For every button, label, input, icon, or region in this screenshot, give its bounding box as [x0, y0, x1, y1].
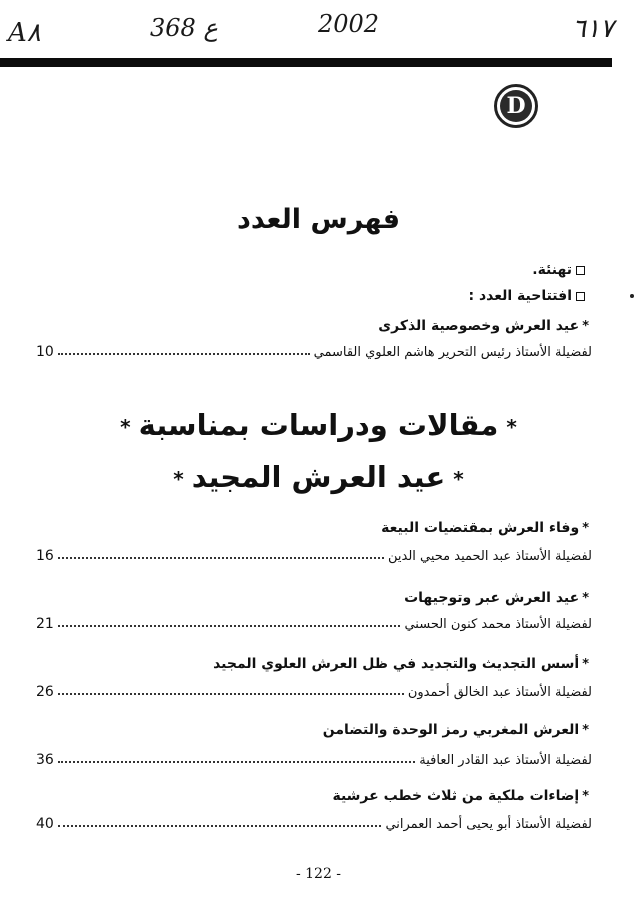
entry-page-number: 40 — [36, 816, 54, 832]
entry-author: لفضيلة الأستاذ عبد القادر العافية — [419, 753, 592, 768]
asterisk-icon: * — [582, 591, 589, 606]
handwritten-volume: 368 ع — [150, 14, 218, 42]
bullet-text: افتتاحية العدد : — [468, 288, 572, 304]
logo-stamp — [494, 84, 538, 128]
entry-title-text: عيد العرش وخصوصية الذكرى — [378, 318, 580, 334]
section-title-line1: مقالات ودراسات بمناسبة — [138, 408, 499, 442]
toc-line — [36, 812, 592, 832]
square-bullet-icon — [576, 292, 585, 301]
asterisk-icon: * — [582, 657, 589, 672]
asterisk-icon: * — [582, 723, 589, 738]
logo-letter: D — [500, 90, 532, 122]
bullet-text: تهنئة. — [532, 262, 572, 278]
asterisk-icon: * — [453, 467, 464, 491]
toc-entry-title — [381, 520, 589, 536]
toc-line — [36, 612, 592, 632]
entry-title-text: عيد العرش عبر وتوجيهات — [404, 590, 580, 606]
toc-line — [36, 680, 592, 700]
entry-author: لفضيلة الأستاذ أبو يحيى أحمد العمراني — [385, 817, 592, 832]
dot-leader — [58, 761, 415, 763]
margin-dot — [630, 294, 634, 298]
header-rule — [0, 58, 612, 67]
entry-page-number: 16 — [36, 548, 54, 564]
toc-entry-title — [213, 656, 589, 672]
dot-leader — [58, 825, 381, 827]
asterisk-icon: * — [582, 521, 589, 536]
asterisk-icon: * — [582, 319, 589, 334]
entry-author: لفضيلة الأستاذ محمد كنون الحسني — [404, 617, 592, 632]
entry-author: لفضيلة الأستاذ رئيس التحرير هاشم العلوي القاسمي — [313, 345, 592, 360]
handwritten-code-right: ٦١٧ — [572, 14, 614, 44]
dot-leader — [58, 693, 404, 695]
bullet-item — [468, 288, 585, 304]
toc-line — [36, 748, 592, 768]
entry-page-number: 36 — [36, 752, 54, 768]
dot-leader — [58, 353, 310, 355]
square-bullet-icon — [576, 266, 585, 275]
asterisk-icon: * — [582, 789, 589, 804]
entry-page-number: 10 — [36, 344, 54, 360]
section-subtitle — [0, 460, 637, 494]
dot-leader — [58, 557, 384, 559]
toc-line — [36, 544, 592, 564]
entry-title-text: العرش المغربي رمز الوحدة والتضامن — [322, 722, 580, 738]
section-title-line2: عيد العرش المجيد — [191, 460, 446, 494]
asterisk-icon: * — [173, 467, 184, 491]
entry-author: لفضيلة الأستاذ عبد الخالق أحمدون — [407, 685, 592, 700]
entry-page-number: 26 — [36, 684, 54, 700]
entry-page-number: 21 — [36, 616, 54, 632]
handwritten-year: 2002 — [318, 10, 380, 38]
toc-entry-title — [332, 788, 589, 804]
bullet-item — [532, 262, 585, 278]
asterisk-icon: * — [120, 415, 131, 439]
asterisk-icon: * — [506, 415, 517, 439]
entry-title-text: أسس التجديث والتجديد في ظل العرش العلوي المجيد — [213, 656, 580, 672]
dot-leader — [58, 625, 400, 627]
entry-title-text: وفاء العرش بمقتضيات البيعة — [381, 520, 580, 536]
page-number: - 122 - — [295, 866, 342, 882]
toc-entry-title — [404, 590, 589, 606]
section-title — [0, 408, 637, 442]
entry-title-text: إضاءات ملكية من ثلاث خطب عرشية — [332, 788, 580, 804]
handwritten-code-left: A٨ — [8, 18, 41, 48]
toc-line — [36, 340, 592, 360]
page-title: فهرس العدد — [236, 204, 401, 235]
entry-author: لفضيلة الأستاذ عبد الحميد محيي الدين — [387, 549, 592, 564]
toc-entry-title — [378, 318, 589, 334]
toc-entry-title — [323, 722, 589, 738]
